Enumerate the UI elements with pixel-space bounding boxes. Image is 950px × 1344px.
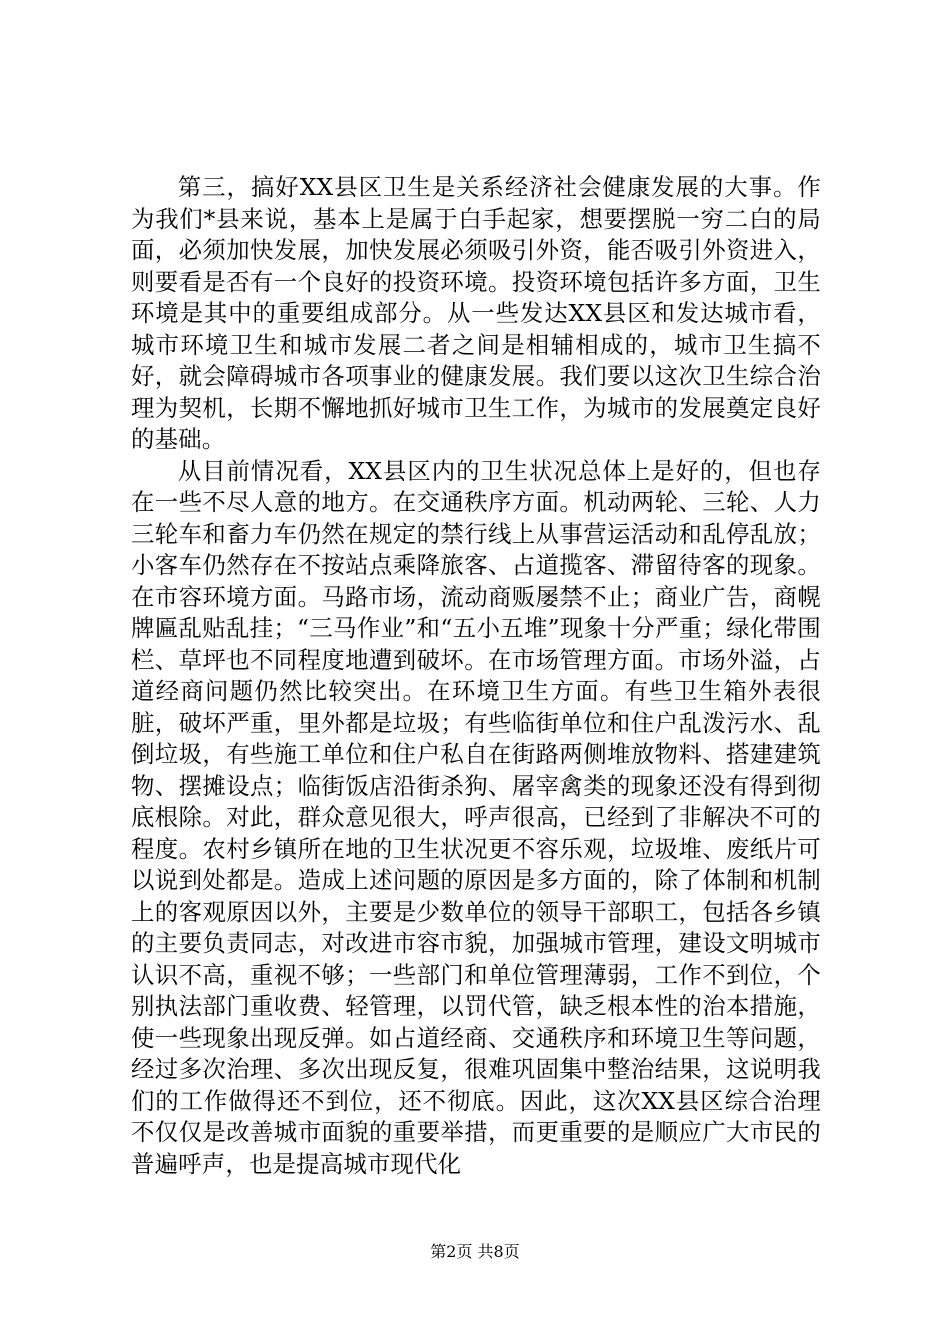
paragraph-2: 从目前情况看，XX县区内的卫生状况总体上是好的，但也存在一些不尽人意的地方。在交通秩序方面。机动两轮、三轮、人力三轮车和畜力车仍然在规定的禁行线上从事营运活动和乱停乱放；小客车仍然存在不按站点乘降旅客、占道揽客、滞留待客的现象。在市容环境方面。马路市场，流动商贩屡禁不止；商业广告，商幌牌匾乱贴乱挂；“三马作业”和“五小五堆”现象十分严重；绿化带围栏、草坪也不同程度地遭到破坏。在市场管理方面。市场外溢，占道经商问题仍然比较突出。在环境卫生方面。有些卫生箱外表很脏，破坏严重，里外都是垃圾；有些临街单位和住户乱泼污水、乱倒垃圾，有些施工单位和住户私自在街路两侧堆放物料、搭建建筑物、摆摊设点；临街饭店沿街杀狗、屠宰禽类的现象还没有得到彻底根除。对此，群众意见很大，呼声很高，已经到了非解决不可的程度。农村乡镇所在地的卫生状况更不容乐观，垃圾堆、废纸片可以说到处都是。造成上述问题的原因是多方面的，除了体制和机制上的客观原因以外，主要是少数单位的领导干部职工，包括各乡镇的主要负责同志，对改进市容市貌，加强城市管理，建设文明城市认识不高，重视不够；一些部门和单位管理薄弱，工作不到位，个别执法部门重收费、轻管理，以罚代管，缺乏根本性的治本措施，使一些现象出现反弹。如占道经商、交通秩序和环境卫生等问题，经过多次治理、多次出现反复，很难巩固集中整治结果，这说明我们的工作做得还不到位，还不彻底。因此，这次XX县区综合治理不仅仅是改善城市面貌的重要举措，而更重要的是顺应广大市民的普遍呼声，也是提高城市现代化 — [131, 456, 821, 1178]
document-body — [131, 172, 821, 1180]
paragraph-1: 第三，搞好XX县区卫生是关系经济社会健康发展的大事。作为我们*县来说，基本上是属于白手起家，想要摆脱一穷二白的局面，必须加快发展，加快发展必须吸引外资，能否吸引外资进入，则要看是否有一个良好的投资环境。投资环境包括许多方面，卫生环境是其中的重要组成部分。从一些发达XX县区和发达城市看，城市环境卫生和城市发展二者之间是相辅相成的，城市卫生搞不好，就会障碍城市各项事业的健康发展。我们要以这次卫生综合治理为契机，长期不懈地抓好城市卫生工作，为城市的发展奠定良好的基础。 — [131, 173, 821, 453]
page-number-footer: 第2页 共8页 — [430, 1242, 520, 1261]
